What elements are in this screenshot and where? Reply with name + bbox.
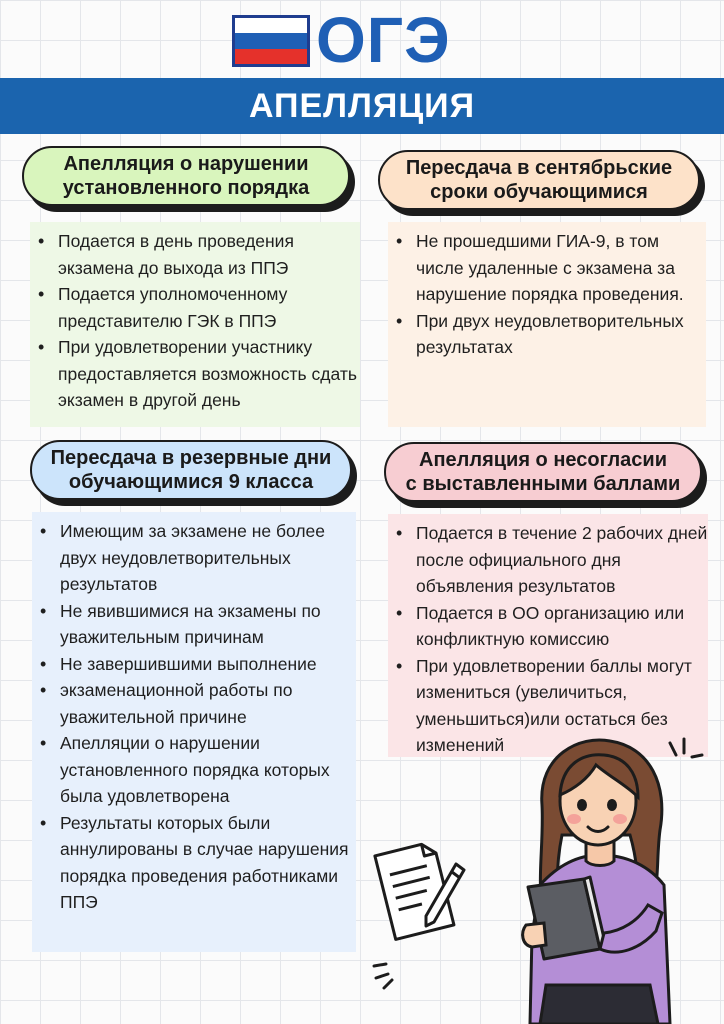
card-score-disagreement-title	[384, 442, 702, 502]
list-item: • Не завершившими выполнение	[32, 651, 356, 678]
list-item: • При двух неудовлетворительных результатах	[388, 308, 706, 361]
title-line: с выставленными баллами	[405, 473, 681, 495]
card-september-retake-title	[378, 150, 700, 210]
teacher-holding-book-illustration	[500, 735, 690, 1024]
document-pencil-icon	[370, 828, 470, 948]
list-item: • Имеющим за экзамене не более двух неудовлетворительных результатов	[32, 518, 356, 598]
list-item: • Результаты которых были аннулированы в случае нарушения порядка проведения работниками ППЭ	[32, 810, 356, 916]
title-line: обучающимися 9 класса	[68, 471, 314, 493]
spark-doodle-icon	[370, 958, 410, 994]
list-item: • Не прошедшими ГИА-9, в том числе удаленные с экзамена за нарушение порядка проведения.	[388, 228, 706, 308]
title-line: сроки обучающимися	[430, 181, 648, 203]
russian-flag-icon	[232, 15, 310, 67]
list-item: • Подается в день проведения экзамена до выхода из ППЭ	[30, 228, 360, 281]
title-line: Апелляция о несогласии	[419, 449, 667, 471]
list-item: • экзаменационной работы по уважительной причине	[32, 677, 356, 730]
header	[0, 4, 724, 76]
list-item: • Подается уполномоченному представителю ГЭК в ППЭ	[30, 281, 360, 334]
list-item: • Не явившимися на экзамены по уважительным причинам	[32, 598, 356, 651]
card-september-retake-body	[388, 222, 706, 427]
list-item: • Апелляции о нарушении установленного порядка которых была удовлетворена	[32, 730, 356, 810]
title-line: Пересдача в резервные дни	[50, 447, 332, 469]
title-line: Пересдача в сентябрьские	[405, 157, 673, 179]
list-item: • При удовлетворении баллы могут измениться (увеличиться, уменьшиться)или остаться без изменений	[388, 653, 708, 759]
card-score-disagreement-body	[388, 514, 708, 757]
title-line: Апелляция о нарушении	[63, 153, 309, 175]
list-item: • При удовлетворении участнику предоставляется возможность сдать экзамен в другой день	[30, 334, 360, 414]
card-reserve-days-title	[30, 440, 352, 500]
banner-title: АПЕЛЛЯЦИЯ	[0, 78, 724, 134]
card-appeal-procedure-body	[30, 222, 360, 427]
list-item: • Подается в ОО организацию или конфликтную комиссию	[388, 600, 708, 653]
title-line: установленного порядка	[62, 177, 310, 199]
list-item: • Подается в течение 2 рабочих дней после официального дня объявления результатов	[388, 520, 708, 600]
card-appeal-procedure-title	[22, 146, 350, 206]
logo-text: ОГЭ	[316, 4, 451, 76]
card-reserve-days-body	[32, 512, 356, 952]
